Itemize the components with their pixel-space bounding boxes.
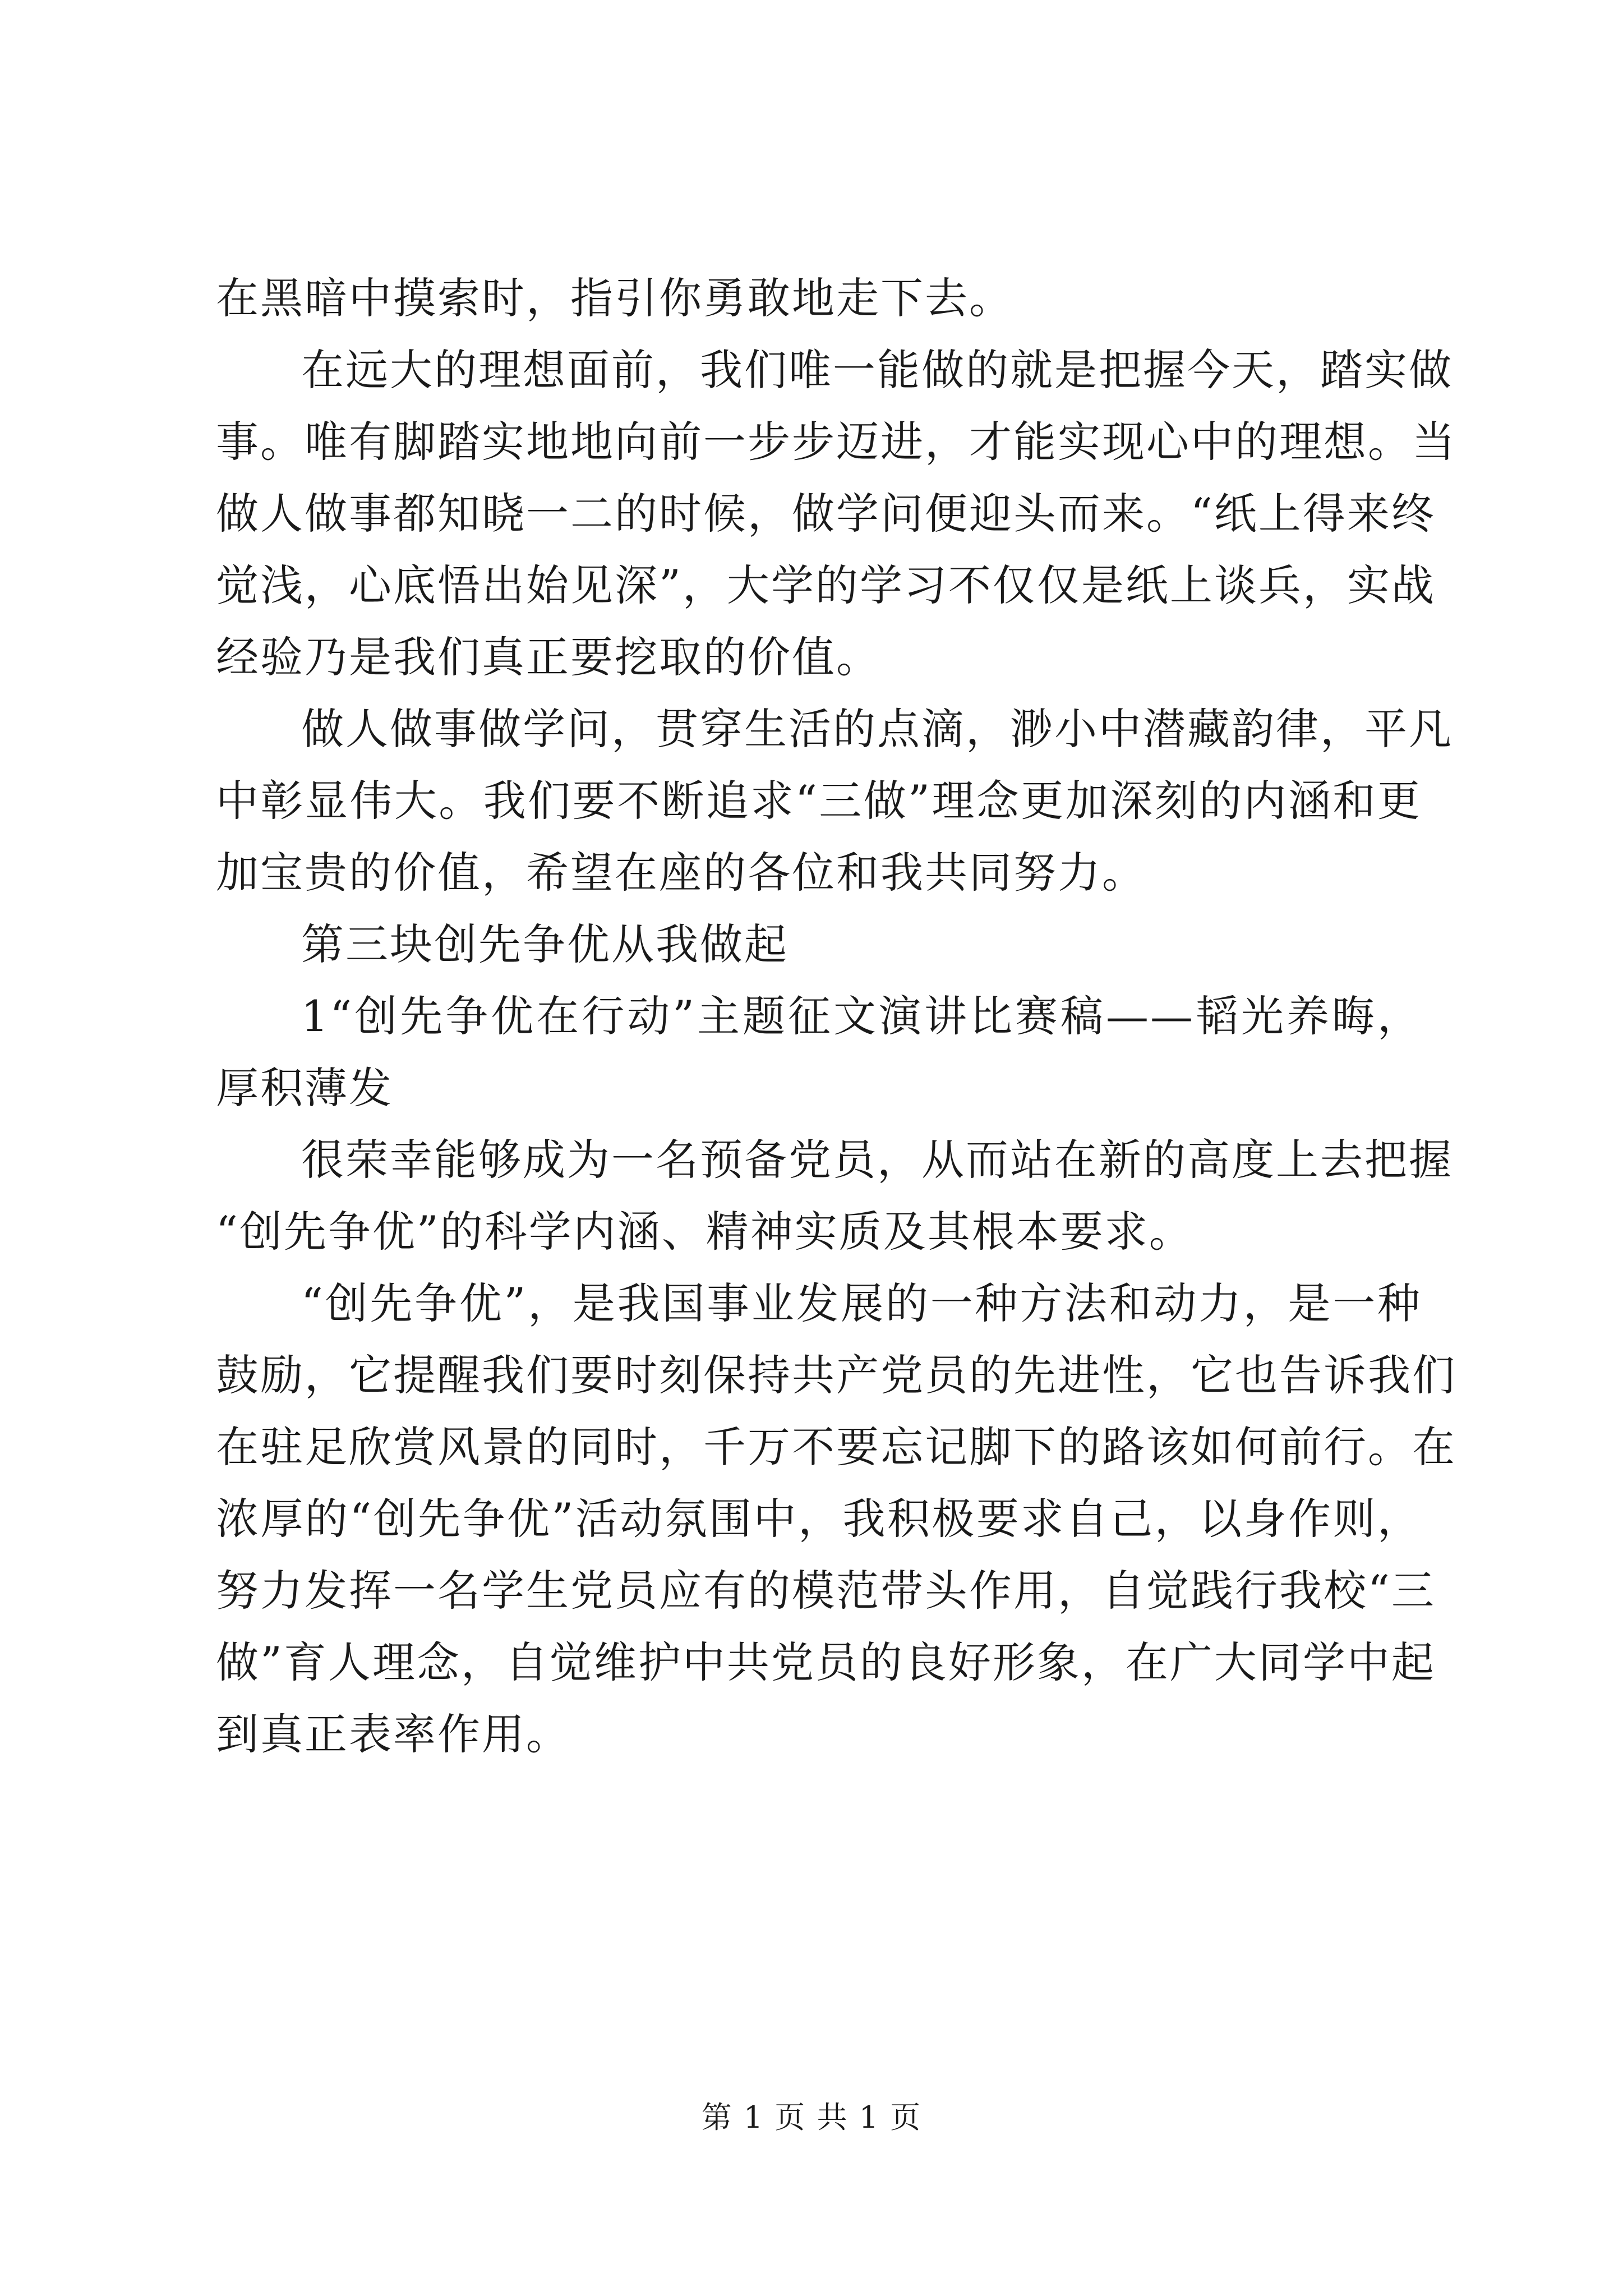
document-body <box>216 263 1456 1770</box>
text-line: 在黑暗中摸索时，指引你勇敢地走下去。 <box>216 273 1013 323</box>
text-line: 做”育人理念，自觉维护中共党员的良好形象，在广大同学中起 <box>216 1637 1436 1687</box>
section-heading: 第三块创先争优从我做起 <box>301 919 789 969</box>
text-line: 觉浅，心底悟出始见深”，大学的学习不仅仅是纸上谈兵，实战 <box>216 560 1436 610</box>
text-line: 浓厚的“创先争优”活动氛围中，我积极要求自己，以身作则， <box>216 1494 1422 1544</box>
section-title: 厚积薄发 <box>216 1063 393 1113</box>
text-line: 加宝贵的价值，希望在座的各位和我共同努力。 <box>216 848 1146 898</box>
text-line: 在远大的理想面前，我们唯一能做的就是把握今天，踏实做 <box>301 345 1453 395</box>
page-number-footer: 第 1 页 共 1 页 <box>701 2100 922 2135</box>
text-line: 中彰显伟大。我们要不断追求“三做”理念更加深刻的内涵和更 <box>216 776 1422 826</box>
text-line: 努力发挥一名学生党员应有的模范带头作用，自觉践行我校“三 <box>216 1566 1436 1616</box>
text-line: “创先争优”，是我国事业发展的一种方法和动力，是一种 <box>301 1278 1422 1328</box>
text-line: 在驻足欣赏风景的同时，千万不要忘记脚下的路该如何前行。在 <box>216 1422 1456 1472</box>
text-line: 到真正表率作用。 <box>216 1709 570 1759</box>
text-line: 很荣幸能够成为一名预备党员，从而站在新的高度上去把握 <box>301 1135 1453 1185</box>
text-line: 经验乃是我们真正要挖取的价值。 <box>216 632 880 682</box>
text-line: 做人做事做学问，贯穿生活的点滴，渺小中潜藏韵律，平凡 <box>301 704 1453 754</box>
text-line: 事。唯有脚踏实地地向前一步步迈进，才能实现心中的理想。当 <box>216 417 1456 467</box>
text-line: 做人做事都知晓一二的时候，做学问便迎头而来。“纸上得来终 <box>216 489 1436 539</box>
text-line: “创先争优”的科学内涵、精神实质及其根本要求。 <box>216 1207 1193 1257</box>
text-line: 鼓励，它提醒我们要时刻保持共产党员的先进性，它也告诉我们 <box>216 1350 1456 1400</box>
section-title: 1“创先争优在行动”主题征文演讲比赛稿——韬光养晦， <box>301 991 1422 1041</box>
